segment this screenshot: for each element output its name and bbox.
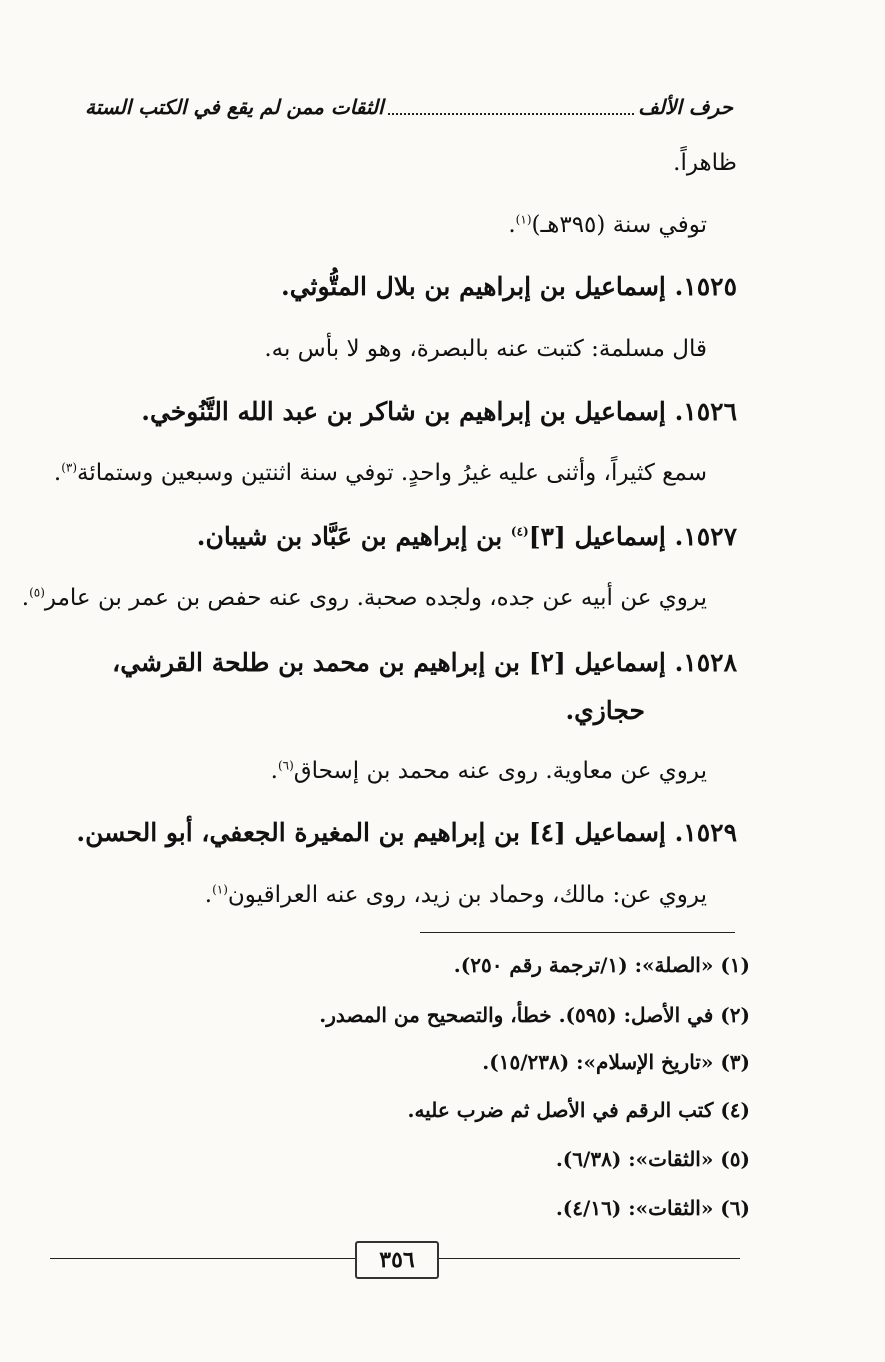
footnote-marker: (١) bbox=[515, 212, 532, 227]
footnote: (٦) «الثقات»: (٤/١٦). bbox=[555, 1196, 750, 1220]
page-number: ٣٥٦ bbox=[355, 1241, 439, 1279]
footnote-separator bbox=[420, 932, 735, 933]
entry-title: ١٥٢٧. إسماعيل [٣]$^{(٤)}$ بن إبراهيم بن عَبَّاد بن شيبان. bbox=[196, 522, 737, 551]
entry-title: ١٥٢٥. إسماعيل بن إبراهيم بن بلال المتُّوثي. bbox=[280, 272, 737, 301]
footnote-marker: (٦) bbox=[277, 758, 294, 773]
footnote: (٤) كتب الرقم في الأصل ثم ضرب عليه. bbox=[407, 1098, 750, 1122]
header-dots bbox=[388, 99, 635, 115]
entry-text: يروي عن معاوية. روى عنه محمد بن إسحاق$^{(٦)}$. bbox=[270, 758, 707, 784]
running-header bbox=[85, 90, 733, 124]
footnote-marker: (٤) bbox=[510, 524, 529, 539]
entry-text: يروي عن أبيه عن جده، ولجده صحبة. روى عنه حفص بن عمر بن عامر$^{(٥)}$. bbox=[21, 585, 707, 611]
header-book-title: الثقات ممن لم يقع في الكتب الستة bbox=[85, 95, 384, 119]
footnote-marker: (٥) bbox=[29, 585, 45, 600]
footnote: (٥) «الثقات»: (٦/٣٨). bbox=[555, 1147, 750, 1171]
footnote-marker: (٣) bbox=[61, 460, 78, 475]
header-chapter: حرف الألف bbox=[638, 95, 733, 119]
entry-text: قال مسلمة: كتبت عنه بالبصرة، وهو لا بأس به. bbox=[264, 336, 707, 362]
footnote: (١) «الصلة»: (١/ترجمة رقم ٢٥٠). bbox=[453, 953, 750, 977]
entry-text: سمع كثيراً، وأثنى عليه غيرُ واحدٍ. توفي سنة اثنتين وسبعين وستمائة$^{(٣)}$. bbox=[53, 460, 707, 486]
text-line: توفي سنة (٣٩٥هـ)$^{(١)}$. bbox=[508, 212, 707, 238]
footnote-marker: (١) bbox=[212, 882, 228, 897]
text-line: ظاهراً. bbox=[673, 150, 737, 176]
footnote: (٣) «تاريخ الإسلام»: (١٥/٢٣٨). bbox=[482, 1050, 750, 1074]
entry-title: ١٥٢٩. إسماعيل [٤] بن إبراهيم بن المغيرة الجعفي، أبو الحسن. bbox=[76, 818, 737, 847]
entry-title-cont: حجازي. bbox=[565, 696, 645, 725]
entry-title: ١٥٢٨. إسماعيل [٢] بن إبراهيم بن محمد بن طلحة القرشي، bbox=[112, 648, 737, 677]
entry-title: ١٥٢٦. إسماعيل بن إبراهيم بن شاكر بن عبد الله التَّنُوخي. bbox=[141, 397, 737, 426]
footnote: (٢) في الأصل: (٥٩٥). خطأ، والتصحيح من المصدر. bbox=[319, 1003, 750, 1027]
entry-text: يروي عن: مالك، وحماد بن زيد، روى عنه العراقيون$^{(١)}$. bbox=[204, 882, 707, 908]
